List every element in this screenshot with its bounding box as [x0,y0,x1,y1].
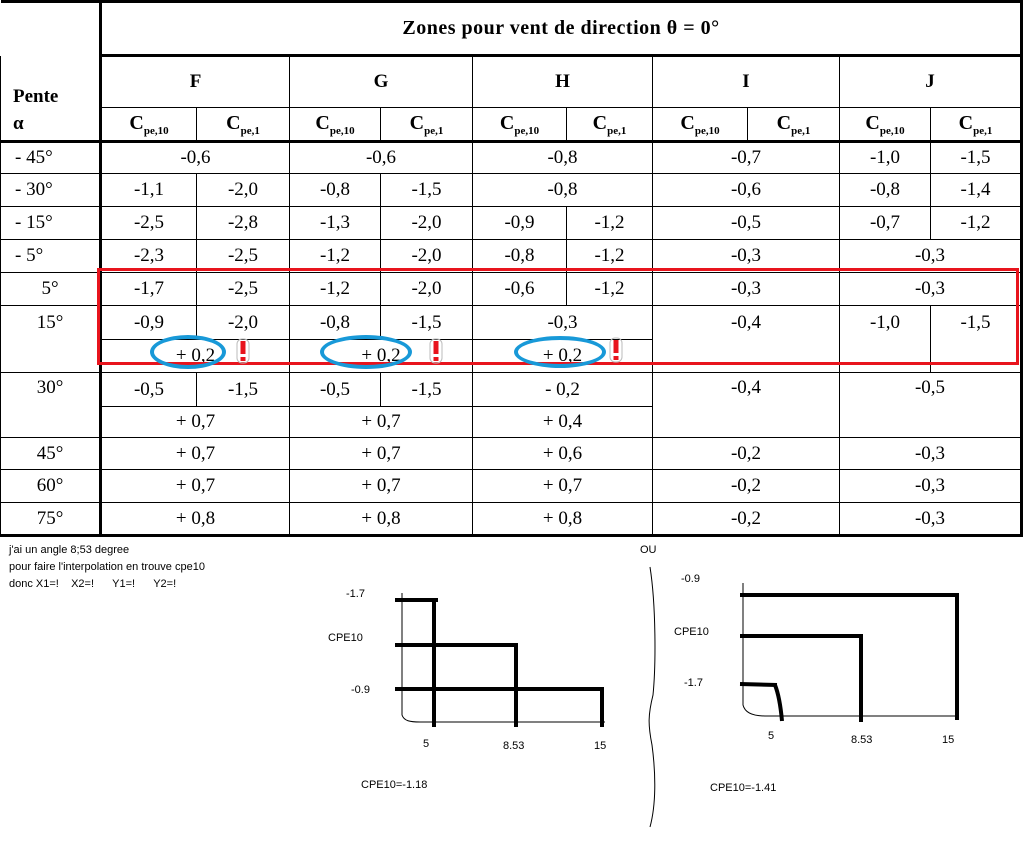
value-cell: -2,5 [101,207,197,240]
zone-header-f: F [101,56,290,108]
value-cell: -0,3 [653,240,840,273]
value-cell: + 0,8 [473,503,653,536]
value-cell: -2,0 [381,240,473,273]
value-cell: -2,0 [381,273,473,306]
value-cell: -0,5 [653,207,840,240]
value-cell: + 0,7 [473,470,653,503]
table-row [1,503,1022,536]
zone-header-j: J [840,56,1022,108]
cpe1-header [381,108,473,142]
value-cell: -0,2 [653,503,840,536]
table-row [1,373,1022,407]
table-row [1,306,1022,340]
cpe-letter: C [409,111,425,134]
value-cell: -2,8 [197,207,290,240]
pente-cell: 30° [1,373,101,438]
value-cell: -0,6 [290,142,473,174]
pente-cell: 75° [1,503,101,536]
value-cell: -1,4 [931,174,1022,207]
value-cell: -0,2 [653,470,840,503]
value-cell: -1,7 [101,273,197,306]
value-cell: -0,6 [653,174,840,207]
graph2-y-label: CPE10 [674,626,709,638]
value-cell: + 0,4 [473,407,653,438]
value-cell: -1,2 [567,240,653,273]
cpe-letter: C [680,111,695,134]
pente-cell: 45° [1,438,101,470]
value-cell: -0,3 [840,273,1022,306]
value-cell: -0,5 [840,373,1022,438]
cpe1-subscript: pe,1 [240,124,260,137]
value-cell: -0,3 [840,240,1022,273]
value-cell: -0,8 [290,306,381,340]
value-cell: + 0,7 [290,407,473,438]
table-row [1,174,1022,207]
value-cell: + 0,7 [101,470,290,503]
value-cell: -2,0 [381,207,473,240]
value-cell: -0,8 [840,174,931,207]
table-title: Zones pour vent de direction θ = 0° [101,2,1022,56]
cpe-letter: C [499,111,515,134]
table-row [1,273,1022,306]
value-cell: -0,9 [473,207,567,240]
graph2-y-top: -0.9 [681,573,700,585]
graph1-x3: 15 [594,740,607,752]
value-cell: + 0,8 [101,503,290,536]
value-cell: -0,8 [473,174,653,207]
pente-cell: 5° [1,273,101,306]
cpe10-subscript: pe,10 [879,124,905,137]
value-cell: -0,8 [290,174,381,207]
value-cell: -1,5 [931,306,1022,373]
cpe10-header [473,108,567,142]
table-row [1,470,1022,503]
value-cell: -1,5 [381,373,473,407]
value-cell: -0,8 [473,240,567,273]
value-cell: -0,9 [101,306,197,340]
value-cell: -0,5 [290,373,381,407]
value-cell: -1,2 [931,207,1022,240]
cpe-letter: C [865,111,880,134]
cpe10-subscript: pe,10 [514,124,540,137]
value-cell: -1,2 [567,273,653,306]
cpe1-header [567,108,653,142]
interpolation-graph-1 [390,585,620,735]
value-cell: -2,5 [197,240,290,273]
pente-cell: - 5° [1,240,101,273]
value-cell: -1,5 [931,142,1022,174]
divider-bracket [644,565,664,830]
value-cell: + 0,7 [101,407,290,438]
pente-cell: - 15° [1,207,101,240]
value-cell: -0,4 [653,373,840,438]
value-cell: - 0,2 [473,373,653,407]
graph1-y-top: -1.7 [346,588,365,600]
value-cell: -0,3 [473,306,653,340]
graph2-x1: 5 [768,730,775,742]
value-cell: + 0,7 [101,438,290,470]
value-cell: -0,3 [840,438,1022,470]
row-header-pente: Pente [1,56,101,108]
note-line-3: donc X1=! X2=! Y1=! Y2=! [9,578,177,590]
value-cell: + 0,7 [290,438,473,470]
value-cell: -2,5 [197,273,290,306]
value-cell: -2,3 [101,240,197,273]
cpe1-subscript: pe,1 [607,124,627,137]
zone-header-i: I [653,56,840,108]
value-cell: -1,2 [567,207,653,240]
graph1-y-label: CPE10 [328,632,363,644]
graph1-x1: 5 [423,738,430,750]
value-cell: + 0,8 [290,503,473,536]
cpe1-header [748,108,840,142]
value-cell: + 0,2 [473,340,653,373]
graph1-y-bottom: -0.9 [351,684,370,696]
cpe-letter: C [129,111,144,134]
value-cell: -0,3 [840,470,1022,503]
pente-cell: 15° [1,306,101,373]
value-cell: -1,0 [840,142,931,174]
value-cell: -1,5 [381,174,473,207]
graph2-result: CPE10=-1.41 [710,782,777,794]
value-cell: -0,6 [101,142,290,174]
zone-header-h: H [473,56,653,108]
row-header-alpha: α [1,108,101,142]
cpe1-subscript: pe,1 [424,124,444,137]
cpe-letter: C [592,111,608,134]
corner-cell [1,2,101,56]
cpe10-header [290,108,381,142]
cpe10-subscript: pe,10 [143,124,169,137]
value-cell: -0,6 [473,273,567,306]
value-cell: -0,7 [840,207,931,240]
value-cell: -0,8 [473,142,653,174]
cpe10-subscript: pe,10 [694,124,720,137]
pente-cell: 60° [1,470,101,503]
value-cell: -0,3 [840,503,1022,536]
cpe-letter: C [315,111,330,134]
zone-header-g: G [290,56,473,108]
value-cell: -1,2 [290,240,381,273]
table-row [1,207,1022,240]
table-row [1,438,1022,470]
graph2-x2: 8.53 [851,734,873,746]
cpe1-subscript: pe,1 [973,124,993,137]
note-line-2: pour faire l'interpolation en trouve cpe10 [9,561,205,573]
value-cell: + 0,2 [290,340,473,373]
value-cell: -1,5 [381,306,473,340]
note-line-1: j'ai un angle 8;53 degree [9,544,130,556]
value-cell: -1,5 [197,373,290,407]
graph2-x3: 15 [942,734,955,746]
value-cell: -0,7 [653,142,840,174]
graph2-y-bottom: -1.7 [684,677,703,689]
or-label: OU [640,544,657,556]
value-cell: -0,5 [101,373,197,407]
cpe1-subscript: pe,1 [791,124,811,137]
cpe-letter: C [958,111,974,134]
value-cell: -0,4 [653,306,840,373]
value-cell: + 0,2 [101,340,290,373]
cpe10-subscript: pe,10 [329,124,355,137]
interpolation-graph-2 [735,575,970,725]
cpe10-header [653,108,748,142]
cpe10-header [101,108,197,142]
value-cell: -1,0 [840,306,931,373]
value-cell: -1,1 [101,174,197,207]
cpe10-header [840,108,931,142]
table-row [1,240,1022,273]
value-cell: + 0,6 [473,438,653,470]
cpe-letter: C [776,111,792,134]
value-cell: -0,2 [653,438,840,470]
value-cell: + 0,7 [290,470,473,503]
pente-cell: - 45° [1,142,101,174]
pente-cell: - 30° [1,174,101,207]
cpe1-header [931,108,1022,142]
value-cell: -2,0 [197,174,290,207]
value-cell: -1,2 [290,273,381,306]
value-cell: -0,3 [653,273,840,306]
value-cell: -2,0 [197,306,290,340]
table-row [1,142,1022,174]
cpe-letter: C [226,111,241,134]
graph1-x2: 8.53 [503,740,525,752]
graph1-result: CPE10=-1.18 [361,779,428,791]
value-cell: -1,3 [290,207,381,240]
cpe1-header [197,108,290,142]
